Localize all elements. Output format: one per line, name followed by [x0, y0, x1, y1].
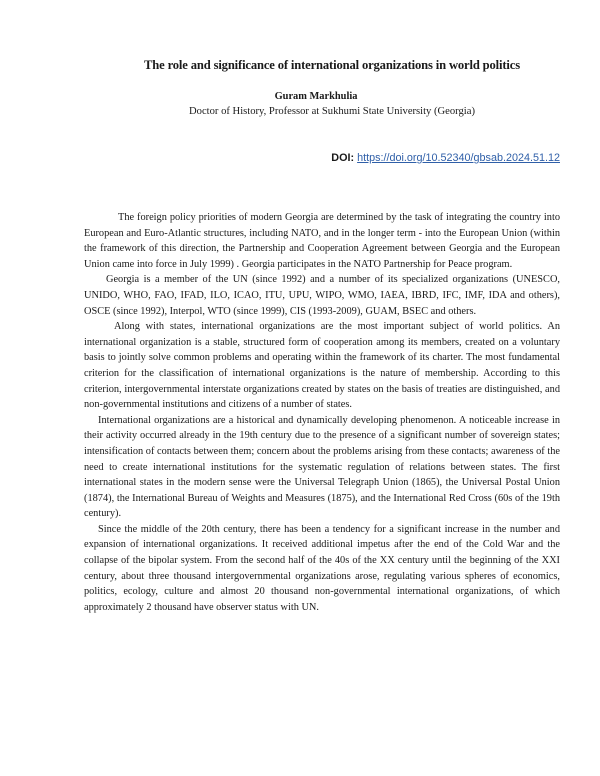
doi-label: DOI:	[331, 152, 355, 164]
author-name: Guram Markhulia	[274, 91, 358, 102]
paragraph-4: International organizations are a historical and dynamically developing phenomenon. A noticeable increase in their activity occurred already in the 19th century due to the presence of a significant number of sovereign states; intensification of contacts between them; concern about the problems arising from these contacts; awareness of the need to create international institutions for the systematic regulation of relations between states. The first international states in the modern sense were the Universal Telegraph Union (1865), the Universal Postal Union (1874), the International Bureau of Weights and Measures (1875), and the International Red Cross (60s of the 19th century).	[84, 414, 560, 520]
article-title: The role and significance of international organizations in world politics	[144, 58, 520, 72]
author-affiliation: Doctor of History, Professor at Sukhumi State University (Georgia)	[189, 106, 475, 117]
paragraph-3: Along with states, international organizations are the most important subject of world politics. An international organization is a stable, structured form of cooperation among its members, created on a voluntary basis to jointly solve common problems and operating within the framework of its charter. The most fundamental criterion for the classification of international organizations is the nature of membership. According to this criterion, intergovernmental interstate organizations created by states on the basis of treaties are distinguished, and non-governmental institutions and citizens of a number of states.	[84, 321, 560, 411]
paragraph-1: The foreign policy priorities of modern Georgia are determined by the task of integrating the country into European and Euro-Atlantic structures, including NATO, and in the longer term - into the European Union (within the framework of this direction, the Partnership and Cooperation Agreement between Georgia and the European Union came into force in July 1999) . Georgia participates in the NATO Partnership for Peace program.	[84, 212, 560, 270]
paragraph-5: Since the middle of the 20th century, there has been a tendency for a significant increase in the number and expansion of international organizations. It received additional impetus after the end of the Cold War and the collapse of the bipolar system. From the second half of the 40s of the XX century until the beginning of the XXI century, about three thousand intergovernmental organizations arose, regulating various spheres of economics, politics, ecology, culture and almost 20 thousand non-governmental international organizations, of which approximately 2 thousand have observer status with UN.	[84, 523, 560, 613]
doi-link[interactable]: https://doi.org/10.52340/gbsab.2024.51.12	[357, 152, 560, 164]
article-body	[84, 210, 560, 615]
doi-line	[331, 151, 560, 165]
paragraph-2: Georgia is a member of the UN (since 1992) and a number of its specialized organizations (UNESCO, UNIDO, WHO, FAO, IFAD, ILO, ICAO, ITU, UPU, WIPO, WMO, IAEA, IBRD, IFC, IMF, IDA and others), OSCE (since 1992), Interpol, WTO (since 1999), CIS (1993-2009), GUAM, BSEC and others.	[84, 274, 560, 317]
